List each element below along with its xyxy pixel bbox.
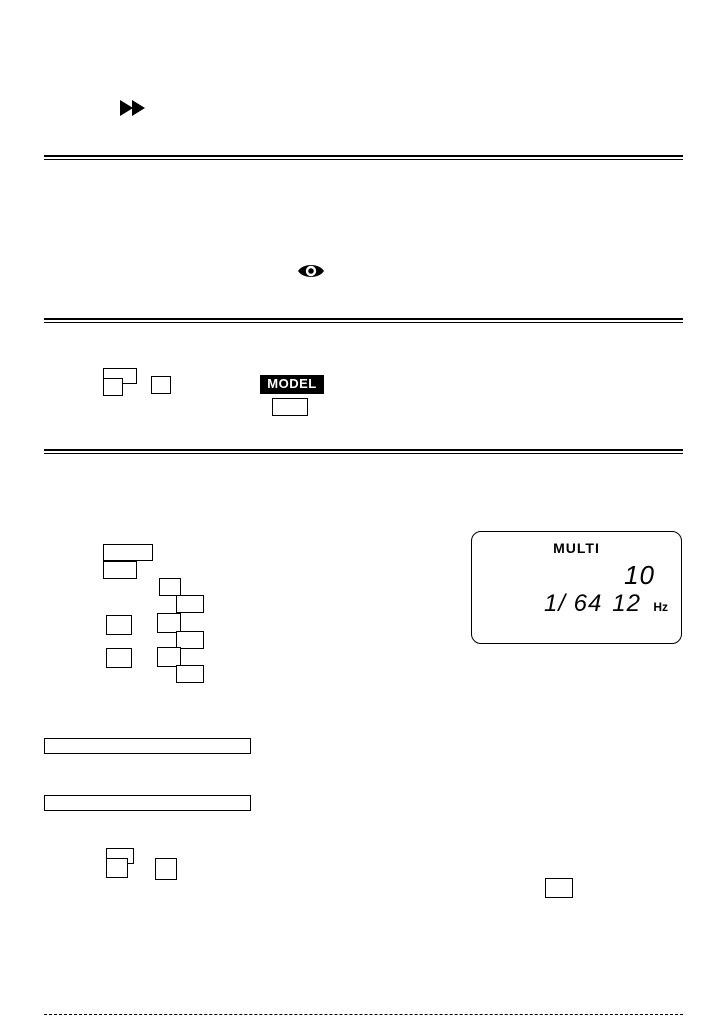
- model-tag: MODEL: [260, 375, 324, 394]
- lcd-panel: [471, 531, 682, 644]
- key-box-b10: [176, 665, 204, 683]
- section-rule-1: [44, 155, 683, 160]
- eye-icon: [297, 261, 325, 281]
- section-rule-2: [44, 318, 683, 323]
- key-box-b9: [157, 647, 181, 667]
- lcd-frequency-value: 12: [612, 590, 641, 617]
- lcd-flash-count: 10: [624, 560, 655, 590]
- footer-dashed-rule: [44, 1014, 683, 1015]
- section-bar-2: [44, 795, 251, 811]
- key-box-b8: [106, 648, 132, 668]
- key-box-b5: [106, 615, 132, 635]
- key-box-b1: [103, 544, 153, 561]
- key-box-a2: [103, 378, 123, 396]
- key-box-b6: [157, 613, 181, 633]
- lcd-mode-label: MULTI: [553, 540, 600, 556]
- fast-forward-icon: [118, 98, 146, 118]
- key-box-c2: [106, 858, 128, 878]
- lcd-power-ratio: 1/ 64: [544, 590, 603, 617]
- key-box-c3: [155, 858, 177, 880]
- key-box-c4: [545, 878, 573, 898]
- section-rule-3: [44, 449, 683, 454]
- section-bar-1: [44, 738, 251, 754]
- key-box-model-under: [272, 398, 308, 416]
- key-box-b4: [176, 595, 204, 613]
- key-box-b3: [159, 578, 181, 596]
- key-box-a3: [151, 376, 171, 394]
- key-box-b2: [103, 561, 137, 579]
- lcd-frequency-unit: Hz: [653, 600, 668, 614]
